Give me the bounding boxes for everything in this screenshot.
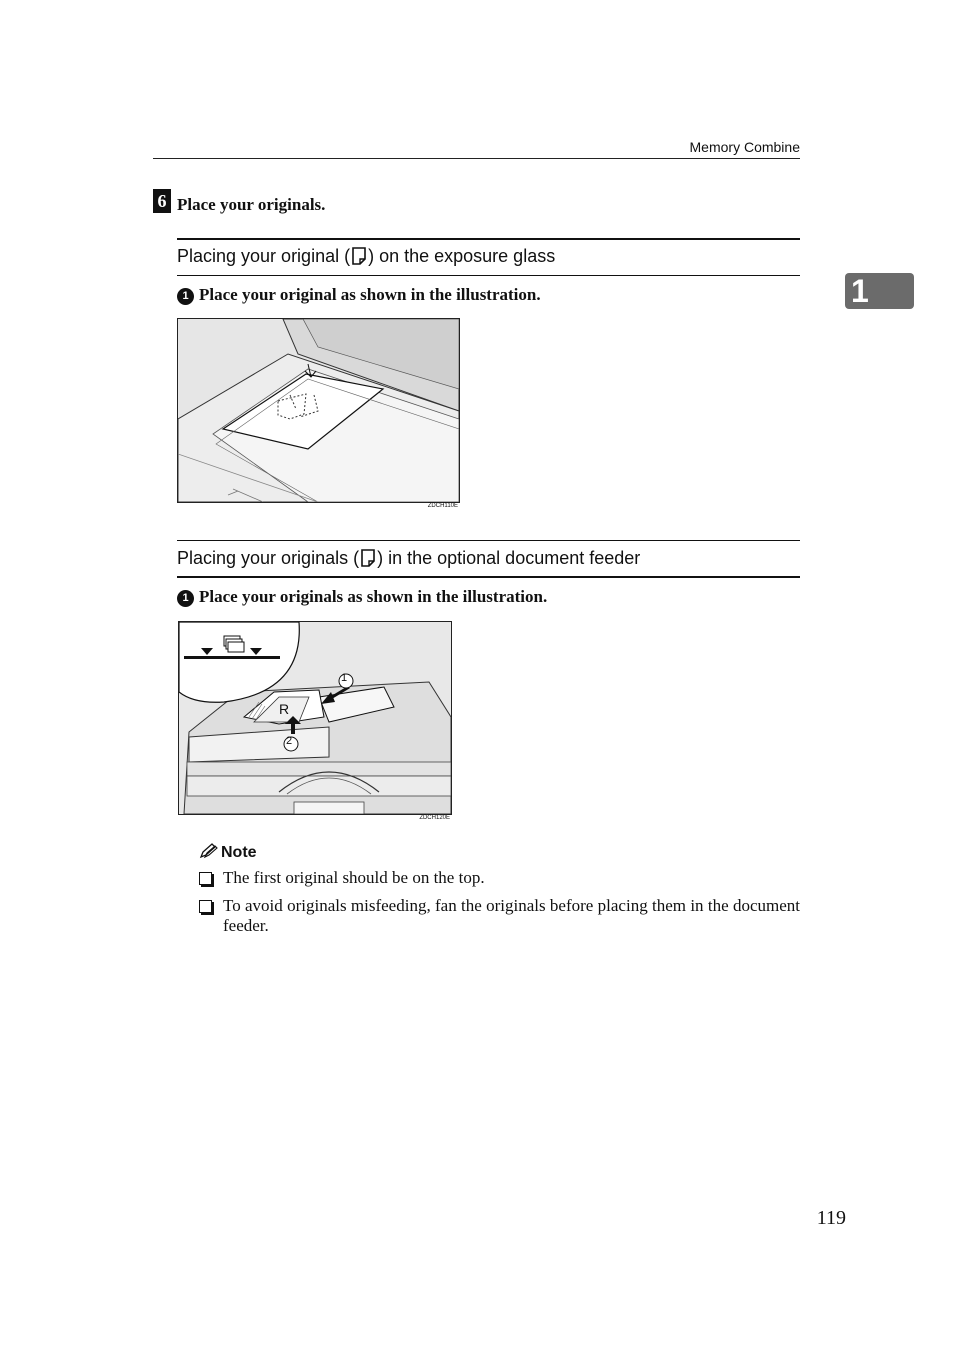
- section-title: [177, 548, 640, 569]
- substep-exposure-glass: [177, 285, 541, 305]
- figure-code: ZDCH120E: [419, 815, 450, 821]
- running-header: Memory Combine: [689, 139, 800, 155]
- section-rule-top: [177, 238, 800, 240]
- svg-text:R: R: [279, 701, 290, 717]
- document-feeder-drawing: [179, 622, 451, 814]
- section-title-start: Placing your original (: [177, 246, 351, 266]
- chapter-tab: [845, 273, 914, 309]
- document-orientation-icon: [361, 549, 375, 567]
- substep-number: 1: [177, 590, 194, 607]
- note-item: [199, 896, 800, 936]
- section-title-end: ) in the optional document feeder: [377, 548, 641, 568]
- header-rule: [153, 158, 800, 159]
- note-list: [199, 868, 800, 944]
- substep-number: 1: [177, 288, 194, 305]
- step-number: 6: [153, 189, 171, 213]
- section-title-start: Placing your originals (: [177, 548, 360, 568]
- figure-code: ZDCH110E: [427, 503, 458, 509]
- callout-1: 1: [341, 672, 348, 684]
- pencil-icon: [199, 843, 218, 859]
- section-heading-exposure-glass: [177, 238, 800, 276]
- note-item-text: To avoid originals misfeeding, fan the originals before placing them in the document feeder.: [223, 896, 800, 935]
- note-heading-text: Note: [221, 844, 257, 861]
- section-heading-document-feeder: [177, 540, 800, 578]
- exposure-glass-illustration: [177, 318, 460, 503]
- substep-text: Place your original as shown in the illustration.: [199, 285, 541, 304]
- exposure-glass-drawing: [178, 319, 459, 502]
- section-title-end: ) on the exposure glass: [368, 246, 556, 266]
- document-feeder-illustration: [178, 621, 452, 815]
- note-item: [199, 868, 800, 888]
- callout-2: 2: [286, 735, 293, 747]
- note-item-text: The first original should be on the top.: [223, 868, 485, 887]
- substep-document-feeder: [177, 587, 547, 607]
- checkbox-bullet-icon: [199, 872, 212, 885]
- section-rule-top: [177, 540, 800, 541]
- substep-text: Place your originals as shown in the illustration.: [199, 587, 548, 606]
- page-number: 119: [816, 1207, 846, 1229]
- step-text: Place your originals.: [177, 195, 326, 214]
- chapter-tab-number: 1: [851, 273, 869, 309]
- checkbox-bullet-icon: [199, 900, 212, 913]
- section-rule-bottom: [177, 576, 800, 578]
- section-rule-bottom: [177, 275, 800, 276]
- note-heading: [199, 843, 257, 862]
- document-orientation-icon: [352, 247, 366, 265]
- section-title: [177, 246, 555, 267]
